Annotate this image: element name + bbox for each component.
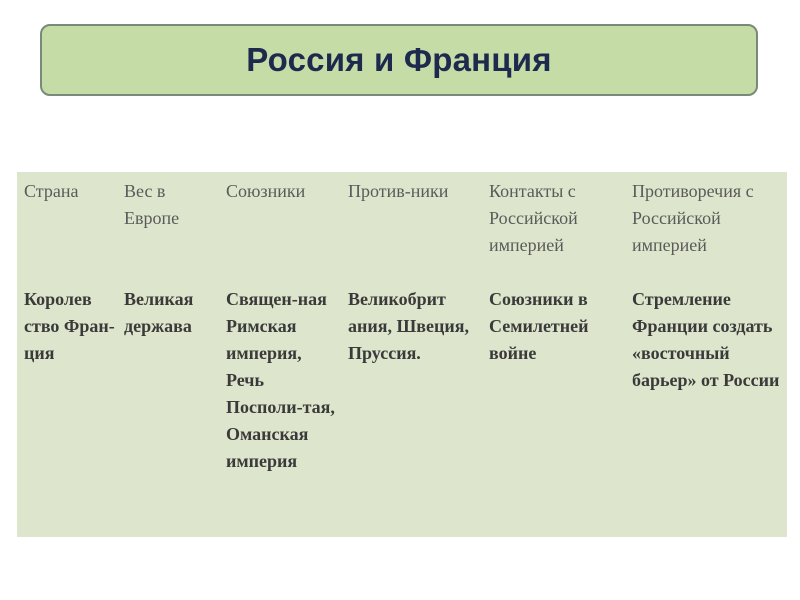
table-header-row <box>17 172 787 286</box>
cell-allies: Священ-ная Римская империя, Речь Посполи-тая, Оманская империя <box>226 289 335 471</box>
comparison-table <box>17 172 787 537</box>
cell-contradictions: Стремление Франции создать «восточный барьер» от России <box>632 289 780 390</box>
header-country: Страна <box>24 181 79 201</box>
header-opponents: Против-ники <box>348 181 449 201</box>
cell-contacts: Союзники в Семилетней войне <box>489 289 589 363</box>
cell-opponents: Великобрит ания, Швеция, Пруссия. <box>348 289 469 363</box>
cell-weight-in-europe: Великая держава <box>124 289 194 336</box>
cell-country: Королев ство Фран-ция <box>24 289 115 363</box>
header-allies: Союзники <box>226 181 306 201</box>
header-contradictions: Противоречия с Российской империей <box>632 181 754 255</box>
table-row <box>17 286 787 537</box>
header-weight-in-europe: Вес в Европе <box>124 181 180 228</box>
title-banner <box>40 24 758 96</box>
slide-title: Россия и Франция <box>246 41 552 78</box>
header-contacts: Контакты с Российской империей <box>489 181 578 255</box>
